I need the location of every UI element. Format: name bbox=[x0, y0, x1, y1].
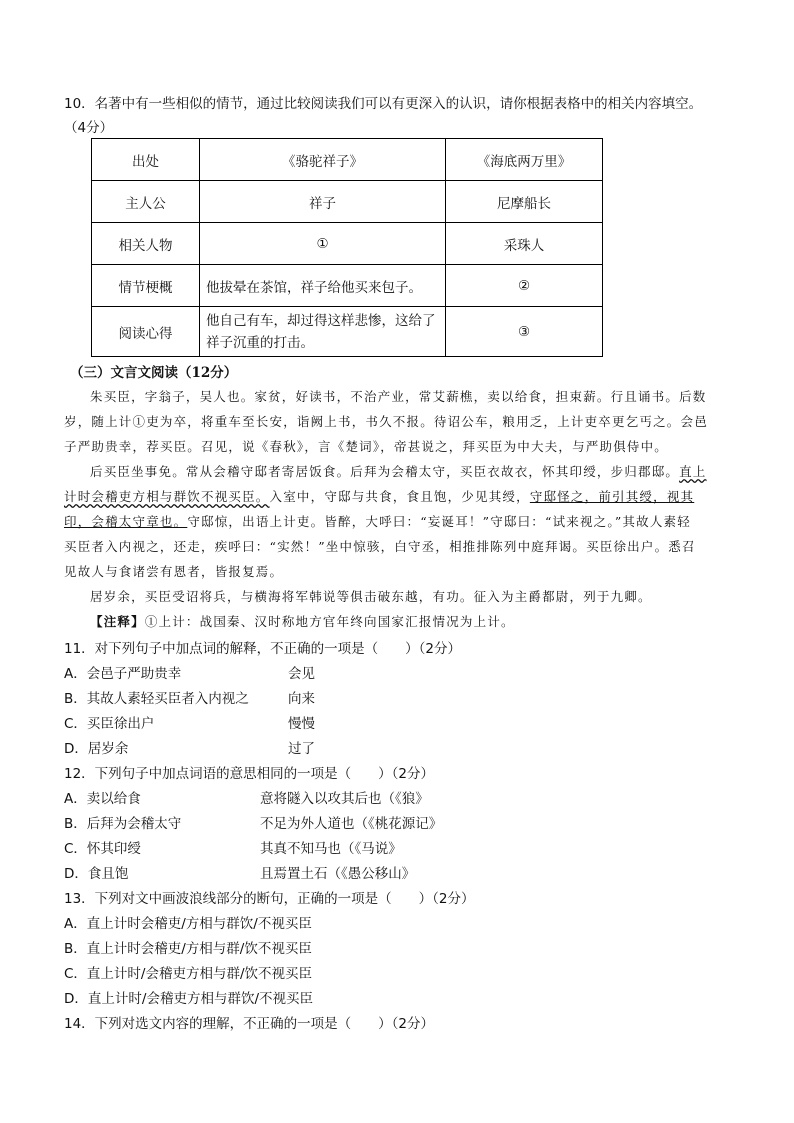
q13-option-a[interactable]: A．直上计时会稽吏/方相与群饮/不视买臣 bbox=[64, 916, 312, 932]
q10-stem: 10．名著中有一些相似的情节，通过比较阅读我们可以有更深入的认识，请你根据表格中的相关内容填空。 bbox=[64, 96, 703, 112]
passage-text: 守邸惊，出语上计吏。皆醉，大呼曰：“妄诞耳！”守邸曰：“试来视之。”其故人素轻 bbox=[187, 514, 691, 529]
option-text: A．会邑子严助贵幸 bbox=[64, 666, 182, 682]
passage-text: 入室中，守邸与共食，食且饱，少见其绶， bbox=[269, 489, 530, 504]
table-cell: ② bbox=[446, 265, 603, 307]
wavy-underline-text: 直上 bbox=[679, 464, 707, 479]
option-gloss: 会见 bbox=[288, 666, 315, 682]
q11-stem: 11．对下列句子中加点词的解释，不正确的一项是（ ）（2分） bbox=[64, 641, 462, 657]
option-text: B．后拜为会稽太守 bbox=[64, 816, 182, 832]
q10-score: （4分） bbox=[64, 120, 114, 136]
table-cell: 采珠人 bbox=[446, 223, 603, 265]
option-text: C．买臣徐出户 bbox=[64, 716, 155, 732]
option-gloss: 不足为外人道也（《桃花源记》 bbox=[260, 816, 443, 832]
table-row bbox=[92, 265, 603, 307]
wavy-underline-text: 计时会稽吏方相与群饮不视买臣。 bbox=[64, 489, 270, 504]
q13-option-c[interactable]: C．直上计时/会稽吏方相与群/饮不视买臣 bbox=[64, 966, 313, 982]
passage-line: 子严助贵幸，荐买臣。召见，说《春秋》，言《楚词》，帝甚说之，拜买臣为中大夫，与严助俱侍中。 bbox=[64, 439, 669, 454]
table-cell: 《骆驼祥子》 bbox=[200, 139, 446, 181]
table-cell: 主人公 bbox=[92, 181, 200, 223]
table-cell: 情节梗概 bbox=[92, 265, 200, 307]
table-cell: ③ bbox=[446, 307, 603, 357]
section-title: （三）文言文阅读（12分） bbox=[70, 365, 238, 381]
q13-option-d[interactable]: D．直上计时/会稽吏方相与群饮/不视买臣 bbox=[64, 991, 313, 1007]
table-cell: 相关人物 bbox=[92, 223, 200, 265]
table-row bbox=[92, 181, 603, 223]
passage-line bbox=[64, 487, 694, 505]
q13-stem: 13．下列对文中画波浪线部分的断句，正确的一项是（ ）（2分） bbox=[64, 891, 475, 907]
q14-stem: 14．下列对选文内容的理解，不正确的一项是（ ）（2分） bbox=[64, 1016, 435, 1032]
annotation bbox=[90, 612, 515, 630]
option-gloss: 向来 bbox=[288, 691, 315, 707]
q12-option-a[interactable] bbox=[64, 787, 484, 807]
q11-option-c[interactable] bbox=[64, 712, 364, 732]
annotation-label: 【注释】 bbox=[90, 614, 145, 629]
table-row bbox=[92, 139, 603, 181]
option-text: A．卖以给食 bbox=[64, 791, 141, 807]
table-cell: 祥子 bbox=[200, 181, 446, 223]
table-row bbox=[92, 307, 603, 357]
q12-option-b[interactable] bbox=[64, 812, 484, 832]
q11-option-d[interactable] bbox=[64, 737, 364, 757]
table-cell: 他自己有车，却过得这样悲惨，这给了祥子沉重的打击。 bbox=[200, 307, 446, 357]
q12-option-d[interactable] bbox=[64, 862, 484, 882]
passage-line bbox=[64, 512, 691, 530]
underlined-text: 印，会稽太守章也。 bbox=[64, 514, 188, 529]
q12-stem: 12．下列句子中加点词语的意思相同的一项是（ ）（2分） bbox=[64, 766, 435, 782]
passage-text: 后买臣坐事免。常从会稽守邸者寄居饭食。后拜为会稽太守，买臣衣故衣，怀其印绶，步归郡邸。 bbox=[90, 464, 680, 479]
q11-option-a[interactable] bbox=[64, 662, 364, 682]
q13-option-b[interactable]: B．直上计时会稽吏/方相与群/饮不视买臣 bbox=[64, 941, 312, 957]
comparison-table bbox=[91, 138, 603, 357]
option-gloss: 意将隧入以攻其后也（《狼》 bbox=[260, 791, 429, 807]
q11-option-b[interactable] bbox=[64, 687, 364, 707]
option-gloss: 慢慢 bbox=[288, 716, 315, 732]
option-gloss: 且焉置土石（《愚公移山》 bbox=[260, 866, 416, 882]
option-text: C．怀其印绶 bbox=[64, 841, 141, 857]
option-text: D．食且饱 bbox=[64, 866, 129, 882]
passage-line bbox=[90, 462, 707, 480]
option-gloss: 其真不知马也（《马说》 bbox=[260, 841, 402, 857]
q12-option-c[interactable] bbox=[64, 837, 484, 857]
table-cell: 出处 bbox=[92, 139, 200, 181]
passage-line: 朱买臣，字翁子，吴人也。家贫，好读书，不治产业，常艾薪樵，卖以给食，担束薪。行且诵书。后数 bbox=[90, 389, 707, 404]
table-cell: 尼摩船长 bbox=[446, 181, 603, 223]
table-cell: ① bbox=[200, 223, 446, 265]
option-text: B．其故人素轻买臣者入内视之 bbox=[64, 691, 249, 707]
annotation-text: ①上计：战国秦、汉时称地方官年终向国家汇报情况为上计。 bbox=[144, 614, 515, 629]
table-row bbox=[92, 223, 603, 265]
passage-line: 买臣者入内视之，还走，疾呼曰：“实然！”坐中惊骇，白守丞，相推排陈列中庭拜谒。买臣徐出户。悉召 bbox=[64, 539, 696, 554]
table-cell: 阅读心得 bbox=[92, 307, 200, 357]
passage-line: 岁，随上计①吏为卒，将重车至长安，诣阙上书，书久不报。待诏公车，粮用乏，上计吏卒更乞丐之。会邑 bbox=[64, 414, 708, 429]
table-cell: 他拔晕在茶馆，祥子给他买来包子。 bbox=[200, 265, 446, 307]
underlined-text: 守邸怪之，前引其绶，视其 bbox=[529, 489, 695, 504]
option-text: D．居岁余 bbox=[64, 741, 129, 757]
passage-line: 见故人与食诸尝有恩者，皆报复焉。 bbox=[64, 564, 284, 579]
table-cell: 《海底两万里》 bbox=[446, 139, 603, 181]
option-gloss: 过了 bbox=[288, 741, 315, 757]
passage-line: 居岁余，买臣受诏将兵，与横海将军韩说等俱击破东越，有功。征入为主爵都尉，列于九卿。 bbox=[90, 589, 652, 604]
